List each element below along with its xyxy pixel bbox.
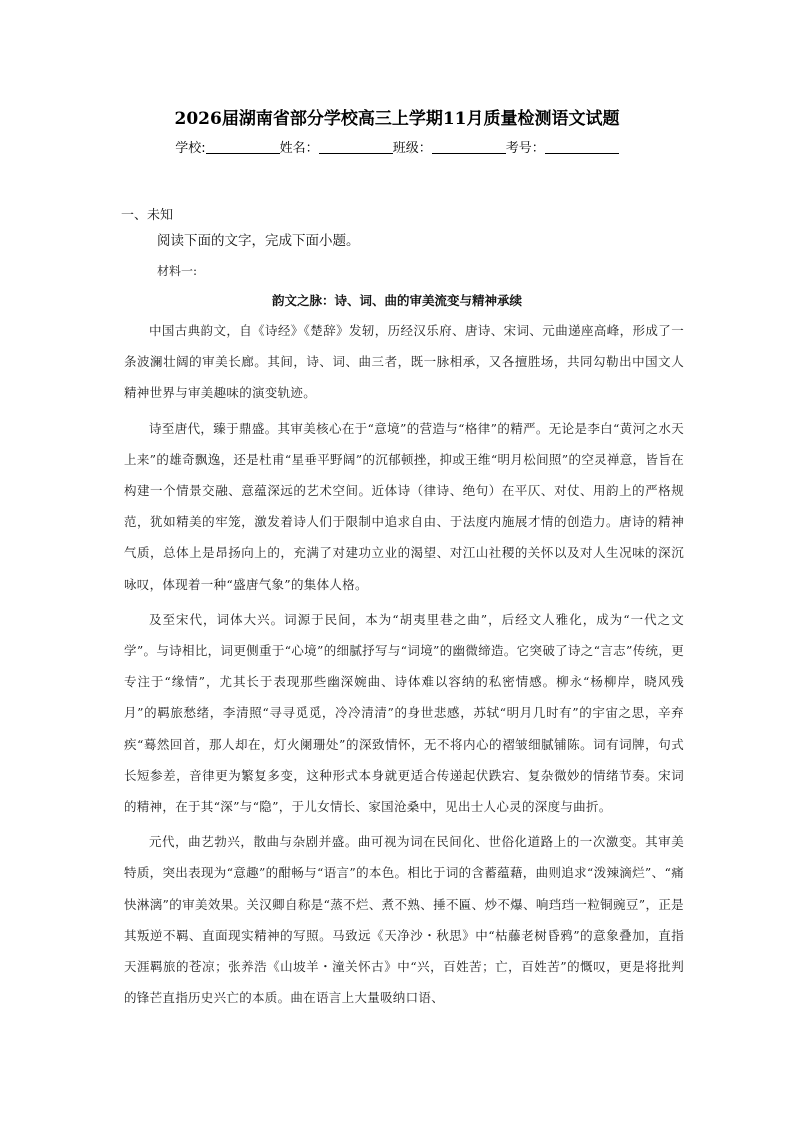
name-blank <box>319 140 393 154</box>
school-blank <box>206 140 280 154</box>
paragraph: 中国古典韵文，自《诗经》《楚辞》发轫，历经汉乐府、唐诗、宋词、元曲递座高峰，形成了一条波澜壮阔的审美长廊。其间，诗、词、曲三者，既一脉相承，又各擅胜场，共同勾勒出中国文人精神世界与审美趣味的演变轨迹。 <box>124 323 684 401</box>
class-blank <box>432 140 506 154</box>
paragraph: 元代，曲艺勃兴，散曲与杂剧并盛。曲可视为词在民间化、世俗化道路上的一次激变。其审美特质，突出表现为“意趣”的酣畅与“语言”的本色。相比于词的含蓄蕴藉，曲则追求“泼辣滴烂”、“痛快淋漓”的审美效果。关汉卿自称是“蒸不烂、煮不熟、捶不匾、炒不爆、响珰珰一粒铜豌豆”，正是其叛逆不羁、直面现实精神的写照。马致远《天净沙・秋思》中“枯藤老树昏鸦”的意象叠加，直指天涯羁旅的苍凉；张养浩《山坡羊・潼关怀古》中“兴，百姓苦；亡，百姓苦”的慨叹，更是将批判的锋芒直指历史兴亡的本质。曲在语言上大量吸纳口语、 <box>124 834 684 1006</box>
exam-title: 2026届湖南省部分学校高三上学期11月质量检测语文试题 <box>174 109 620 129</box>
exam-number-blank <box>545 140 619 154</box>
material-label: 材料一: <box>157 264 198 278</box>
exam-number-label: 考号： <box>505 141 545 156</box>
class-label: 班级： <box>392 141 432 156</box>
paragraph: 及至宋代，词体大兴。词源于民间，本为“胡夷里巷之曲”，后经文人雅化，成为“一代之文学”。与诗相比，词更侧重于“心境”的细腻抒写与“词境”的幽微缔造。它突破了诗之“言志”传统，更专注于“缘情”，尤其长于表现那些幽深婉曲、诗体难以容纳的私密情感。柳永“杨柳岸，晓风残月”的羁旅愁绪，李清照“寻寻觅觅，冷冷清清”的身世悲感，苏轼“明月几时有”的宇宙之思，辛弃疾“蓦然回首，那人却在，灯火阑珊处”的深致情怀，无不将内心的褶皱细腻铺陈。词有词牌，句式长短参差，音律更为繁复多变，这种形式本身就更适合传递起伏跌宕、复杂微妙的情绪节奏。宋词的精神，在于其“深”与“隐”，于儿女情长、家国沧桑中，见出士人心灵的深度与曲折。 <box>124 611 684 815</box>
article-title: 韵文之脉：诗、词、曲的审美流变与精神承续 <box>271 293 522 308</box>
section-heading: 一、未知 <box>121 208 174 223</box>
reading-instruction: 阅读下面的文字，完成下面小题。 <box>157 233 360 249</box>
school-label: 学校: <box>175 141 206 156</box>
paragraph: 诗至唐代，臻于鼎盛。其审美核心在于“意境”的营造与“格律”的精严。无论是李白“黄河之水天上来”的雄奇飘逸，还是杜甫“星垂平野阔”的沉郁顿挫，抑或王维“明月松间照”的空灵禅意，皆旨在构建一个情景交融、意蕴深远的艺术空间。近体诗（律诗、绝句）在平仄、对仗、用韵上的严格规范，犹如精美的牢笼，激发着诗人们于限制中追求自由、于法度内施展才情的创造力。唐诗的精神气质，总体上是昂扬向上的，充满了对建功立业的渴望、对江山社稷的关怀以及对人生况味的深沉咏叹，体现着一种“盛唐气象”的集体人格。 <box>124 420 684 592</box>
name-label: 姓名： <box>279 141 319 156</box>
article-body <box>124 315 684 1017</box>
student-info-line <box>0 137 794 156</box>
